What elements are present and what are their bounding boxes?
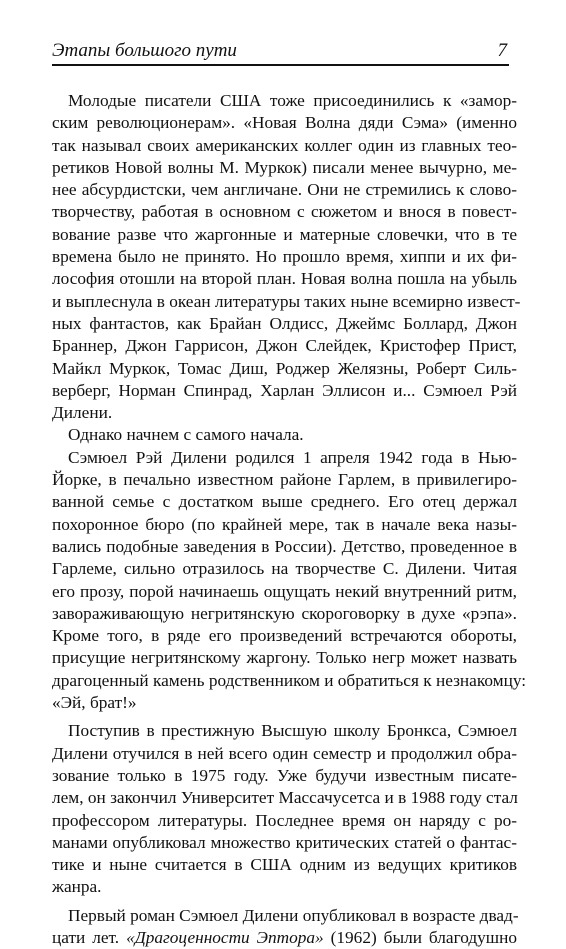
text-line: его прозу, порой начинаешь ощущать некий внутренний ритм, — [52, 581, 517, 601]
paragraph-1 — [52, 90, 521, 424]
text-line: Первый роман Сэмюел Дилени опубликовал в возрасте двад- — [68, 905, 519, 925]
paragraph-2 — [52, 424, 517, 446]
book-title: «Драгоценности Эптора» — [126, 927, 324, 947]
text-line: Однако начнем с самого начала. — [68, 425, 304, 445]
text-line: похоронное бюро (по крайней мере, так в начале века назы- — [52, 514, 517, 534]
running-head — [52, 40, 509, 66]
text-line: нее абсурдистски, чем англичане. Они не стремились к слово- — [52, 180, 517, 200]
text-line: профессором литературы. Последнее время он наряду с ро- — [52, 810, 517, 830]
text-line: ных фантастов, как Брайан Олдисс, Джеймс Боллард, Джон — [52, 313, 517, 333]
text-line: творчеству, работая в основном с сюжетом и внося в повест- — [52, 202, 517, 222]
text-line: времена было не принято. Но прошло время, хиппи и их фи- — [52, 247, 517, 267]
text-line: ретиков Новой волны М. Муркок) писали менее вычурно, ме- — [52, 157, 517, 177]
text-line: завораживающую негритянскую скороговорку в духе «рэпа». — [52, 603, 517, 623]
text-line: Гарлеме, сильно отразилось на творчестве С. Дилени. Читая — [52, 559, 517, 579]
text-line: Поступив в престижную Высшую школу Бронкса, Сэмюел — [68, 721, 517, 741]
text-line: Дилени отучился в ней всего один семестр и продолжил обра- — [52, 743, 517, 763]
body-text — [52, 90, 527, 949]
text-line: тике и ныне считается в США одним из ведущих критиков — [52, 855, 517, 875]
text-line: лософия отошли на второй план. Новая волна пошла на убыль — [52, 269, 517, 289]
page-number: 7 — [497, 40, 507, 61]
text-line: ванной семье с достатком выше среднего. Его отец держал — [52, 492, 517, 512]
text-line: и выплеснула в океан литературы таких ныне всемирно извест- — [52, 291, 521, 311]
text-line: вование разве что жаргонные и матерные словечки, что в те — [52, 224, 517, 244]
text-line: вались подобные заведения в России). Детство, проведенное в — [52, 536, 517, 556]
text-line: жанра. — [52, 877, 102, 897]
text-line: Кроме того, в ряде его произведений встречаются обороты, — [52, 626, 517, 646]
text-line: ским революционерам». «Новая Волна дяди Сэма» (именно — [52, 113, 517, 133]
text-line-with-title — [52, 927, 517, 949]
text-fragment: (1962) были благодушно — [323, 927, 518, 947]
text-line: так называл своих американских коллег один из главных тео- — [52, 135, 517, 155]
text-line: Йорке, в печально известном районе Гарлем, в привилегиро- — [52, 470, 517, 490]
text-line: Молодые писатели США тоже присоединились к «замор- — [68, 91, 517, 110]
text-line: «Эй, брат!» — [52, 693, 137, 713]
text-line: драгоценный камень родственником и обратиться к незнакомцу: — [52, 670, 527, 690]
text-line: зование только в 1975 году. Уже будучи известным писате- — [52, 765, 517, 785]
text-fragment: цати лет. — [52, 927, 127, 947]
text-line: присущие негритянскому жаргону. Только негр может назвать — [52, 648, 517, 668]
text-line: лем, он закончил Университет Массачусетса и в 1988 году стал — [52, 788, 518, 808]
text-line: Браннер, Джон Гаррисон, Джон Слейдек, Кристофер Прист, — [52, 336, 517, 356]
text-line: Майкл Муркок, Томас Диш, Роджер Желязны, Роберт Силь- — [52, 358, 517, 378]
text-line: манами опубликовал множество критических статей о фантас- — [52, 832, 517, 852]
running-title: Этапы большого пути — [52, 40, 237, 61]
text-line: Дилени. — [52, 403, 113, 423]
text-line: Сэмюел Рэй Дилени родился 1 апреля 1942 года в Нью- — [68, 447, 517, 467]
text-line: верберг, Норман Спинрад, Харлан Эллисон и... Сэмюел Рэй — [52, 380, 517, 400]
paragraph-4 — [52, 720, 517, 898]
paragraph-5 — [52, 905, 517, 949]
paragraph-3 — [52, 447, 527, 715]
